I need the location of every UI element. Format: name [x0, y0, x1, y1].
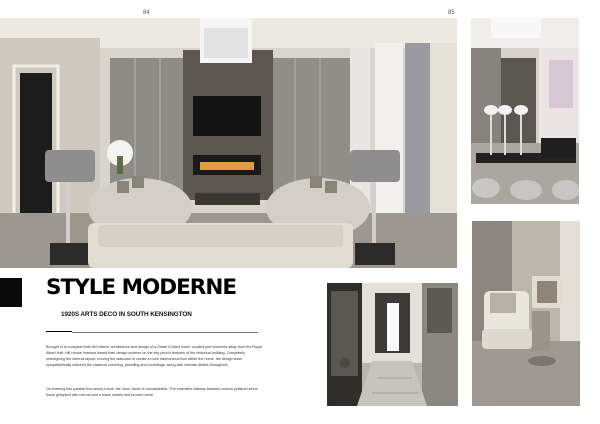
hallway-photo	[327, 283, 458, 406]
article-title: STYLE MODERNE	[46, 275, 237, 300]
dining-room-photo	[471, 18, 579, 204]
article-subtitle: 1920S ARTS DECO IN SOUTH KENSINGTON	[61, 311, 192, 318]
body-paragraph-1: Brought in to complete both the interior architecture and design of a Grade II listed home, located just moments away from the Royal Albert Hall, Hill House Interiors based their design scheme on the key period features of the historical building. Completely redesigning the internal layout, moving the staircase to create a more harmonious flow within the home, the design team sympathetically restored the classical cornicing, panelling and mouldings, along with intricate details throughout.	[46, 345, 262, 367]
short-divider	[46, 331, 72, 332]
section-marker	[0, 278, 22, 307]
long-divider	[72, 332, 258, 333]
lounge-chair-photo	[472, 221, 580, 406]
right-page-number: 85	[448, 10, 455, 16]
left-page-number: 84	[143, 10, 150, 16]
living-room-photo	[0, 18, 457, 268]
body-paragraph-2: On entering this palatial four-storey home, the 'wow' factor is unmistakable. The extensive hallway features custom polished stone floors glimpsed with mirrors and a black marble and bronze metal.	[46, 387, 258, 397]
